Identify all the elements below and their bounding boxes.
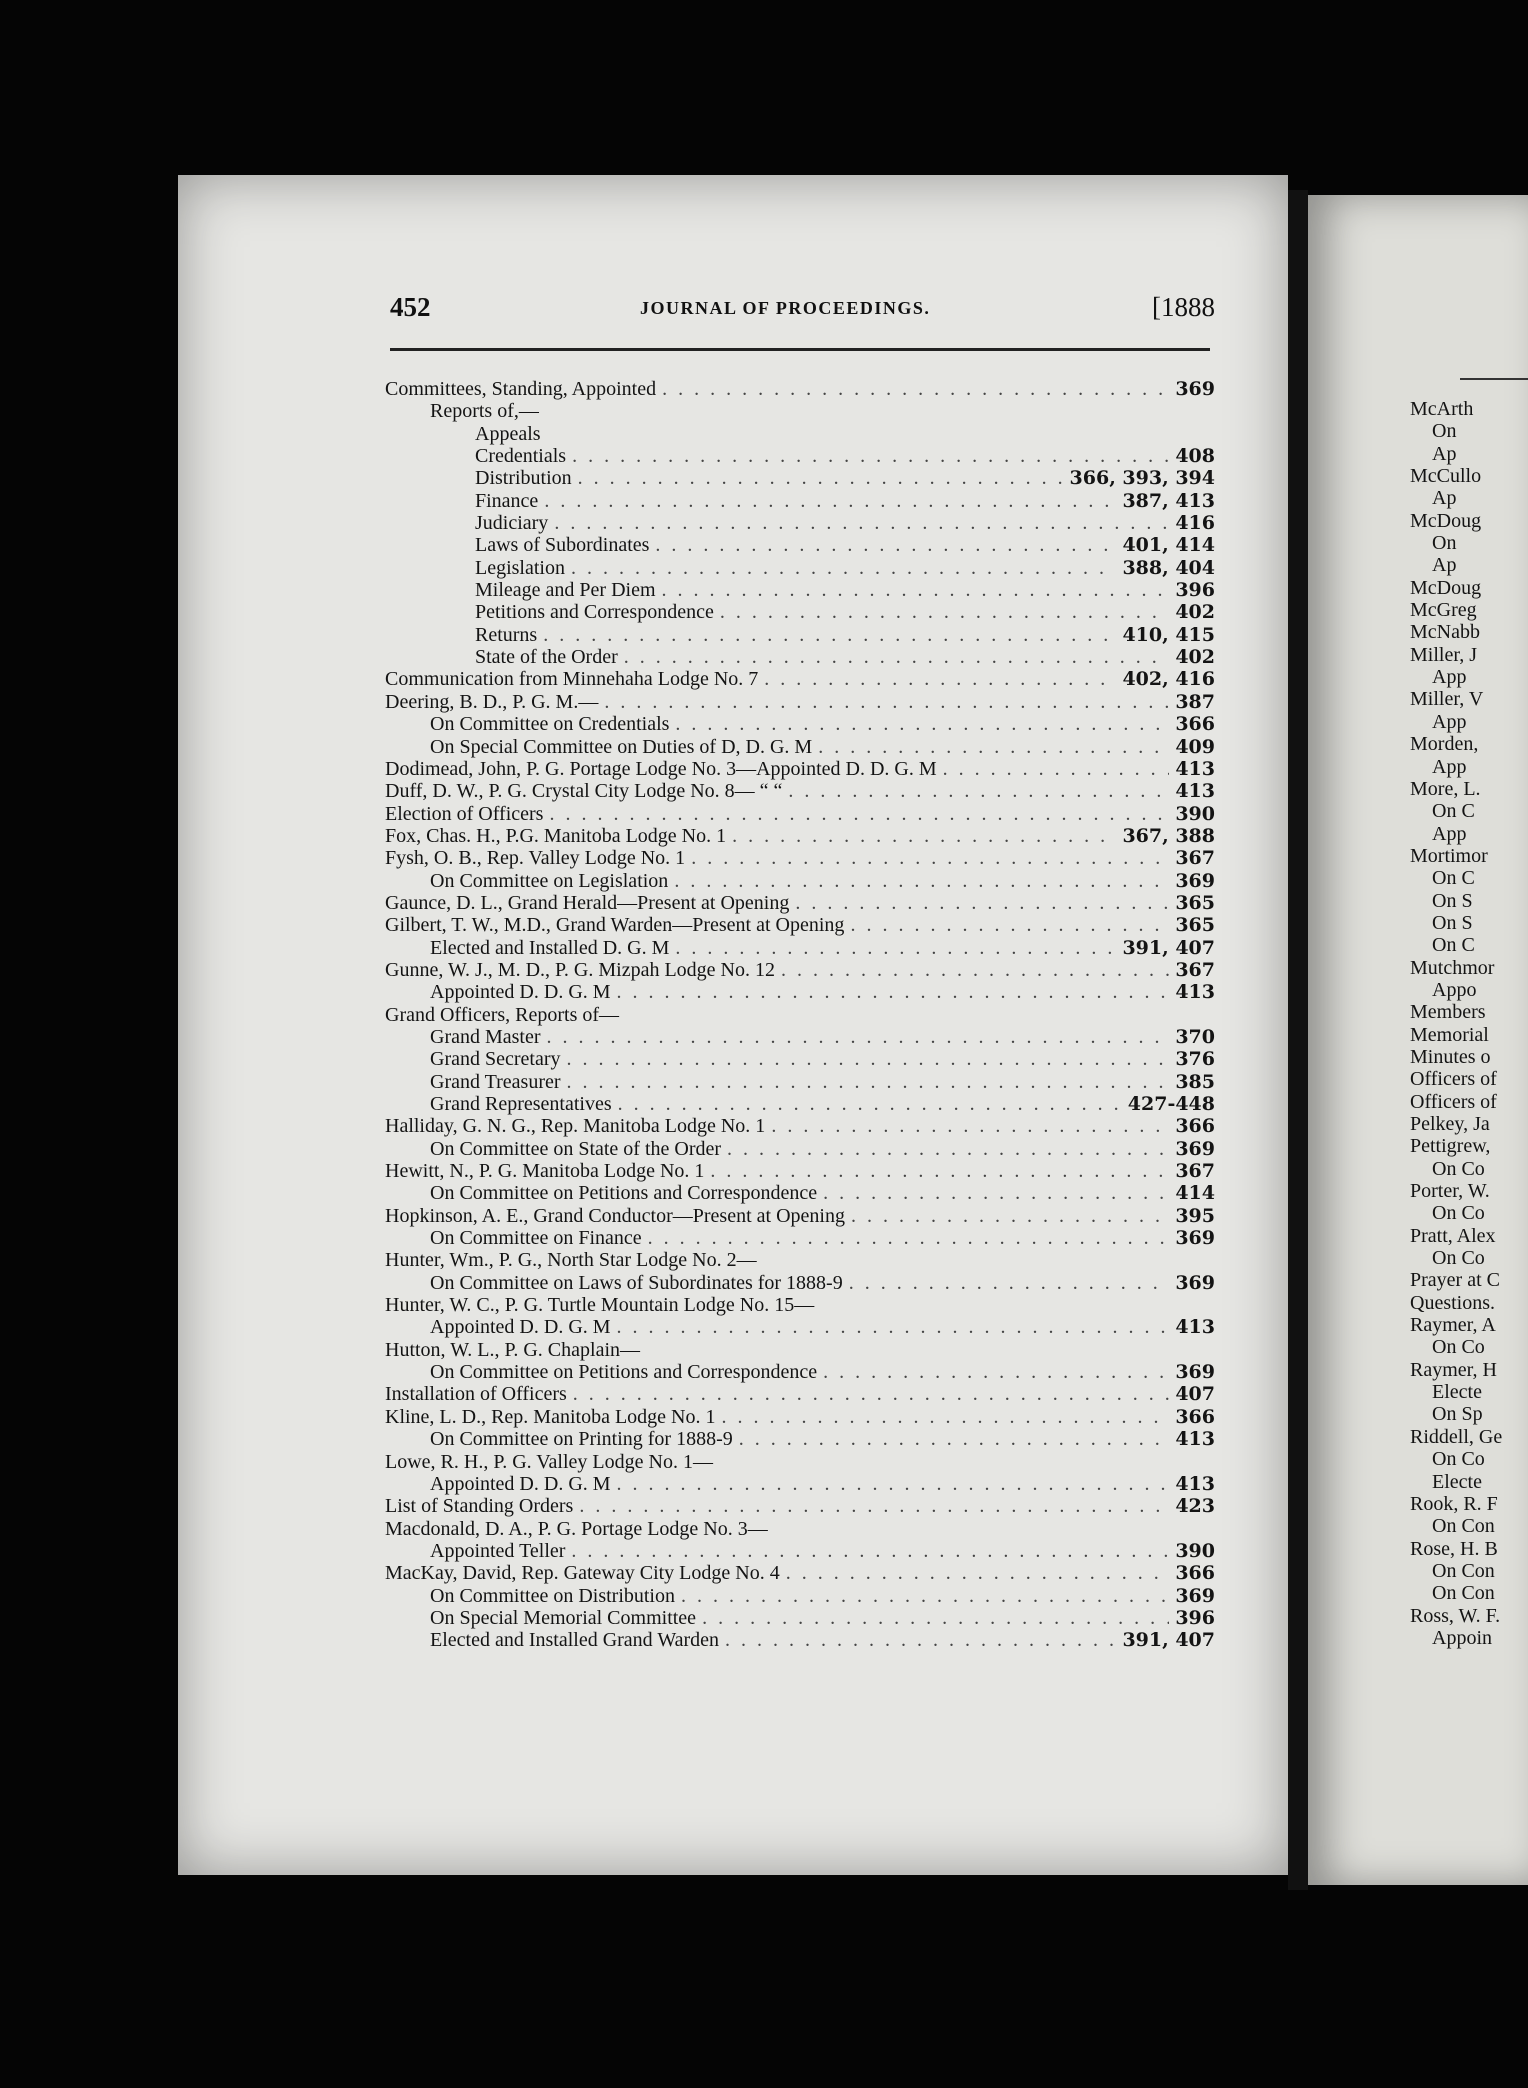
entry-text: On Committee on Finance xyxy=(430,1227,642,1250)
right-index-entry: Electe xyxy=(1432,1381,1482,1404)
entry-page-ref: 410, 415 xyxy=(1122,623,1215,646)
entry-text: Appointed D. D. G. M xyxy=(430,981,611,1004)
right-page-index xyxy=(1410,398,1528,1649)
right-page-rule xyxy=(1460,378,1528,380)
right-index-entry: On C xyxy=(1432,800,1475,823)
entry-text: MacKay, David, Rep. Gateway City Lodge No. 4 xyxy=(385,1562,780,1585)
entry-text: Hunter, Wm., P. G., North Star Lodge No. 2— xyxy=(385,1249,757,1272)
right-index-entry: On xyxy=(1432,532,1457,555)
entry-page-ref: 401, 414 xyxy=(1122,534,1215,557)
entry-page-ref: 414 xyxy=(1175,1182,1215,1205)
entry-text: Halliday, G. N. G., Rep. Manitoba Lodge No. 1 xyxy=(385,1115,766,1138)
entry-text: Hunter, W. C., P. G. Turtle Mountain Lodge No. 15— xyxy=(385,1294,815,1317)
entry-page-ref: 402, 416 xyxy=(1122,668,1215,691)
entry-page-ref: 369 xyxy=(1175,1227,1215,1250)
entry-page-ref: 369 xyxy=(1175,1137,1215,1160)
dot-leader xyxy=(943,758,1170,780)
entry-text: Legislation xyxy=(475,556,565,579)
index-entry xyxy=(385,1518,1215,1540)
entry-text: Hutton, W. L., P. G. Chaplain— xyxy=(385,1338,641,1361)
entry-text: On Committee on State of the Order xyxy=(430,1137,722,1160)
running-title: JOURNAL OF PROCEEDINGS. xyxy=(640,298,931,318)
index-entry xyxy=(385,1004,1215,1026)
dot-leader xyxy=(823,1361,1169,1383)
index-entry xyxy=(385,467,1215,489)
index-entry xyxy=(385,512,1215,534)
entry-page-ref: 395 xyxy=(1175,1204,1215,1227)
right-index-entry: McGreg xyxy=(1410,599,1477,622)
index-entry xyxy=(385,400,1215,422)
entry-text: Grand Representatives xyxy=(430,1093,612,1115)
entry-text: Committees, Standing, Appointed xyxy=(385,378,657,400)
entry-text: Grand Officers, Reports of— xyxy=(385,1003,620,1026)
entry-text: Election of Officers xyxy=(385,802,544,825)
right-index-entry: On C xyxy=(1432,867,1475,890)
index-entry xyxy=(385,1272,1215,1294)
entry-text: Fox, Chas. H., P.G. Manitoba Lodge No. 1 xyxy=(385,824,727,847)
entry-page-ref: 369 xyxy=(1175,1584,1215,1607)
right-index-entry: Ap xyxy=(1432,442,1457,465)
right-index-entry: App xyxy=(1432,710,1467,733)
dot-leader xyxy=(788,780,1169,802)
dot-leader xyxy=(786,1562,1170,1584)
index-entry xyxy=(385,1629,1215,1651)
index-entries xyxy=(385,378,1215,1652)
right-index-entry: On C xyxy=(1432,934,1475,957)
entry-text: On Special Committee on Duties of D, D. G. M xyxy=(430,735,813,758)
entry-text: Dodimead, John, P. G. Portage Lodge No. 3—Appointed D. D. G. M xyxy=(385,757,937,780)
entry-text: Fysh, O. B., Rep. Valley Lodge No. 1 xyxy=(385,847,686,870)
dot-leader xyxy=(727,1138,1169,1160)
entry-page-ref: 366 xyxy=(1175,713,1215,736)
entry-text: On Special Memorial Committee xyxy=(430,1606,697,1629)
entry-page-ref: 413 xyxy=(1175,1316,1215,1339)
entry-text: Gilbert, T. W., M.D., Grand Warden—Present at Opening xyxy=(385,914,845,937)
right-index-entry: Members xyxy=(1410,1001,1486,1024)
right-index-entry: App xyxy=(1432,822,1467,845)
index-entry xyxy=(385,601,1215,623)
entry-page-ref: 370 xyxy=(1175,1025,1215,1048)
index-entry xyxy=(385,937,1215,959)
dot-leader xyxy=(722,1406,1170,1428)
dot-leader xyxy=(849,1272,1170,1294)
entry-text: Macdonald, D. A., P. G. Portage Lodge No. 3— xyxy=(385,1517,768,1540)
entry-page-ref: 366 xyxy=(1175,1562,1215,1585)
entry-page-ref: 391, 407 xyxy=(1122,936,1215,959)
entry-text: Laws of Subordinates xyxy=(475,534,650,557)
entry-page-ref: 369 xyxy=(1175,1361,1215,1384)
index-entry xyxy=(385,870,1215,892)
entry-page-ref: 396 xyxy=(1175,579,1215,602)
header-rule xyxy=(390,348,1210,351)
right-index-entry: Rook, R. F xyxy=(1410,1492,1498,1515)
right-index-entry: On Con xyxy=(1432,1559,1495,1582)
right-index-entry: App xyxy=(1432,666,1467,689)
entry-text: Petitions and Correspondence xyxy=(475,601,714,624)
index-entry xyxy=(385,1026,1215,1048)
entry-page-ref: 369 xyxy=(1175,869,1215,892)
index-entry xyxy=(385,557,1215,579)
index-entry xyxy=(385,1138,1215,1160)
dot-leader xyxy=(662,579,1170,601)
index-entry xyxy=(385,959,1215,981)
index-entry xyxy=(385,1585,1215,1607)
entry-text: Appointed D. D. G. M xyxy=(430,1472,611,1495)
entry-page-ref: 385 xyxy=(1175,1070,1215,1093)
right-index-entry: On Co xyxy=(1432,1202,1485,1225)
entry-page-ref: 390 xyxy=(1175,1539,1215,1562)
right-index-entry: Ap xyxy=(1432,554,1457,577)
right-index-entry: Riddell, Ge xyxy=(1410,1425,1503,1448)
entry-text: Appointed Teller xyxy=(430,1539,566,1562)
entry-page-ref: 366 xyxy=(1175,1405,1215,1428)
index-entry xyxy=(385,1607,1215,1629)
entry-text: Mileage and Per Diem xyxy=(475,579,656,602)
dot-leader xyxy=(554,512,1169,534)
entry-page-ref: 413 xyxy=(1175,1428,1215,1451)
entry-text: Grand Master xyxy=(430,1025,541,1048)
index-entry xyxy=(385,1473,1215,1495)
entry-page-ref: 387 xyxy=(1175,690,1215,713)
index-entry xyxy=(385,758,1215,780)
right-index-entry: Miller, V xyxy=(1410,688,1484,711)
entry-page-ref: 413 xyxy=(1175,1472,1215,1495)
dot-leader xyxy=(764,668,1116,690)
entry-text: Judiciary xyxy=(475,512,549,535)
index-entry xyxy=(385,490,1215,512)
right-index-entry: McDoug xyxy=(1410,576,1482,599)
right-index-entry: More, L. xyxy=(1410,777,1481,800)
entry-page-ref: 365 xyxy=(1175,914,1215,937)
right-index-entry: Raymer, A xyxy=(1410,1314,1496,1337)
dot-leader xyxy=(604,691,1169,713)
dot-leader xyxy=(702,1607,1169,1629)
right-index-entry: Ap xyxy=(1432,487,1457,510)
dot-leader xyxy=(618,1093,1122,1115)
dot-leader xyxy=(572,445,1169,467)
dot-leader xyxy=(732,825,1116,847)
index-entry xyxy=(385,1540,1215,1562)
index-entry xyxy=(385,1115,1215,1137)
entry-text: Lowe, R. H., P. G. Valley Lodge No. 1— xyxy=(385,1450,713,1473)
index-entry xyxy=(385,1048,1215,1070)
index-entry xyxy=(385,423,1215,445)
right-index-entry: Officers of xyxy=(1410,1090,1497,1113)
index-entry xyxy=(385,1071,1215,1093)
dot-leader xyxy=(648,1227,1170,1249)
dot-leader xyxy=(725,1629,1116,1651)
page-header xyxy=(390,292,1215,332)
entry-page-ref: 407 xyxy=(1175,1383,1215,1406)
entry-text: Communication from Minnehaha Lodge No. 7 xyxy=(385,668,759,691)
entry-text: On Committee on Petitions and Correspondence xyxy=(430,1182,818,1205)
index-entry xyxy=(385,378,1215,400)
entry-page-ref: 413 xyxy=(1175,981,1215,1004)
entry-page-ref: 416 xyxy=(1175,512,1215,535)
right-index-entry: On Co xyxy=(1432,1448,1485,1471)
dot-leader xyxy=(781,959,1169,981)
right-index-entry: Morden, xyxy=(1410,733,1479,756)
entry-text: Elected and Installed Grand Warden xyxy=(430,1629,720,1652)
dot-leader xyxy=(850,914,1169,936)
right-index-entry: On S xyxy=(1432,889,1473,912)
right-index-entry: McArth xyxy=(1410,398,1474,420)
book-spine xyxy=(1288,190,1308,1890)
right-index-entry: McDoug xyxy=(1410,509,1482,532)
index-entry xyxy=(385,668,1215,690)
entry-page-ref: 366, 393, 394 xyxy=(1069,467,1215,490)
right-index-entry: Prayer at C xyxy=(1410,1269,1500,1292)
right-index-entry: Pratt, Alex xyxy=(1410,1224,1496,1247)
entry-text: Finance xyxy=(475,489,539,512)
dot-leader xyxy=(851,1205,1169,1227)
dot-leader xyxy=(578,467,1064,489)
dot-leader xyxy=(795,892,1169,914)
index-entry xyxy=(385,1227,1215,1249)
index-entry xyxy=(385,1361,1215,1383)
entry-text: On Committee on Credentials xyxy=(430,713,670,736)
dot-leader xyxy=(624,646,1170,668)
index-entry xyxy=(385,646,1215,668)
dot-leader xyxy=(617,1316,1170,1338)
right-index-entry: On Sp xyxy=(1432,1403,1483,1426)
dot-leader xyxy=(675,713,1169,735)
entry-text: Installation of Officers xyxy=(385,1383,567,1406)
dot-leader xyxy=(547,1026,1170,1048)
entry-page-ref: 391, 407 xyxy=(1122,1629,1215,1652)
entry-page-ref: 427-448 xyxy=(1127,1093,1215,1115)
index-entry xyxy=(385,579,1215,601)
dot-leader xyxy=(549,803,1169,825)
right-index-entry: McNabb xyxy=(1410,621,1480,644)
entry-page-ref: 387, 413 xyxy=(1122,489,1215,512)
index-entry xyxy=(385,1294,1215,1316)
dot-leader xyxy=(739,1428,1170,1450)
dot-leader xyxy=(567,1071,1170,1093)
entry-text: Grand Secretary xyxy=(430,1048,561,1071)
right-index-entry: App xyxy=(1432,755,1467,778)
right-index-entry: On Co xyxy=(1432,1157,1485,1180)
index-entry xyxy=(385,1562,1215,1584)
right-index-entry: Miller, J xyxy=(1410,643,1477,666)
entry-page-ref: 367 xyxy=(1175,847,1215,870)
entry-page-ref: 376 xyxy=(1175,1048,1215,1071)
dot-leader xyxy=(544,490,1116,512)
dot-leader xyxy=(681,1585,1169,1607)
dot-leader xyxy=(617,1473,1170,1495)
index-entry xyxy=(385,1249,1215,1271)
dot-leader xyxy=(710,1160,1169,1182)
right-index-entry: Minutes o xyxy=(1410,1045,1491,1068)
index-entry xyxy=(385,1182,1215,1204)
right-index-entry: Questions. xyxy=(1410,1291,1495,1314)
right-index-entry: Mutchmor xyxy=(1410,956,1495,979)
right-index-entry: Appo xyxy=(1432,978,1477,1001)
right-index-entry: On xyxy=(1432,420,1457,443)
entry-text: Credentials xyxy=(475,445,567,468)
right-index-entry: On S xyxy=(1432,911,1473,934)
entry-text: Appeals xyxy=(475,422,541,445)
right-index-entry: Mortimor xyxy=(1410,844,1488,867)
right-index-entry: Ross, W. F. xyxy=(1410,1604,1501,1627)
right-index-entry: Electe xyxy=(1432,1470,1482,1493)
entry-page-ref: 366 xyxy=(1175,1115,1215,1138)
entry-page-ref: 408 xyxy=(1175,445,1215,468)
year-marker: [1888 xyxy=(1152,292,1215,322)
index-entry xyxy=(385,1406,1215,1428)
dot-leader xyxy=(771,1115,1169,1137)
dot-leader xyxy=(675,937,1116,959)
entry-page-ref: 402 xyxy=(1175,646,1215,669)
index-entry xyxy=(385,1339,1215,1361)
page-number: 452 xyxy=(390,292,431,322)
entry-page-ref: 413 xyxy=(1175,780,1215,803)
entry-page-ref: 388, 404 xyxy=(1122,556,1215,579)
entry-text: Distribution xyxy=(475,467,572,490)
index-entry xyxy=(385,624,1215,646)
dot-leader xyxy=(571,557,1116,579)
index-entry xyxy=(385,1205,1215,1227)
dot-leader xyxy=(823,1182,1169,1204)
entry-text: Hopkinson, A. E., Grand Conductor—Present at Opening xyxy=(385,1204,845,1227)
index-entry xyxy=(385,825,1215,847)
right-index-entry: Officers of xyxy=(1410,1068,1497,1091)
right-index-entry: On Co xyxy=(1432,1336,1485,1359)
entry-page-ref: 413 xyxy=(1175,757,1215,780)
entry-text: Deering, B. D., P. G. M.— xyxy=(385,690,599,713)
entry-text: On Committee on Petitions and Correspondence xyxy=(430,1361,818,1384)
entry-text: Kline, L. D., Rep. Manitoba Lodge No. 1 xyxy=(385,1405,716,1428)
right-index-entry: Pelkey, Ja xyxy=(1410,1113,1490,1135)
index-entry xyxy=(385,780,1215,802)
dot-leader xyxy=(662,378,1169,400)
dot-leader xyxy=(543,624,1116,646)
index-entry xyxy=(385,1093,1215,1115)
dot-leader xyxy=(617,981,1170,1003)
right-index-entry: Memorial xyxy=(1410,1023,1489,1046)
right-index-entry: On Con xyxy=(1432,1515,1495,1538)
dot-leader xyxy=(573,1383,1170,1405)
dot-leader xyxy=(571,1540,1169,1562)
entry-text: Elected and Installed D. G. M xyxy=(430,936,670,959)
index-entry xyxy=(385,736,1215,758)
entry-page-ref: 367, 388 xyxy=(1122,824,1215,847)
index-entry xyxy=(385,981,1215,1003)
index-entry xyxy=(385,1428,1215,1450)
entry-text: Reports of,— xyxy=(430,400,539,423)
entry-text: On Committee on Distribution xyxy=(430,1584,675,1607)
entry-page-ref: 390 xyxy=(1175,802,1215,825)
index-entry xyxy=(385,803,1215,825)
index-entry xyxy=(385,847,1215,869)
entry-page-ref: 396 xyxy=(1175,1606,1215,1629)
index-entry xyxy=(385,691,1215,713)
right-index-entry: Pettigrew, xyxy=(1410,1135,1491,1158)
entry-text: Gaunce, D. L., Grand Herald—Present at Opening xyxy=(385,891,790,914)
index-entry xyxy=(385,1160,1215,1182)
entry-text: List of Standing Orders xyxy=(385,1495,574,1518)
dot-leader xyxy=(579,1495,1169,1517)
entry-page-ref: 367 xyxy=(1175,958,1215,981)
index-entry xyxy=(385,445,1215,467)
entry-text: Duff, D. W., P. G. Crystal City Lodge No. 8— “ “ xyxy=(385,780,783,803)
entry-text: State of the Order xyxy=(475,646,618,669)
right-index-entry: On Co xyxy=(1432,1247,1485,1270)
index-entry xyxy=(385,1495,1215,1517)
dot-leader xyxy=(655,534,1116,556)
entry-page-ref: 423 xyxy=(1175,1495,1215,1518)
index-entry xyxy=(385,1316,1215,1338)
entry-text: Hewitt, N., P. G. Manitoba Lodge No. 1 xyxy=(385,1160,705,1183)
entry-page-ref: 402 xyxy=(1175,601,1215,624)
entry-text: On Committee on Laws of Subordinates for 1888-9 xyxy=(430,1271,843,1294)
dot-leader xyxy=(720,601,1169,623)
entry-page-ref: 369 xyxy=(1175,1271,1215,1294)
right-index-entry: On Con xyxy=(1432,1582,1495,1605)
entry-page-ref: 369 xyxy=(1175,378,1215,400)
entry-text: Appointed D. D. G. M xyxy=(430,1316,611,1339)
entry-text: On Committee on Printing for 1888-9 xyxy=(430,1428,733,1451)
right-index-entry: Rose, H. B xyxy=(1410,1537,1498,1560)
index-entry xyxy=(385,892,1215,914)
entry-page-ref: 365 xyxy=(1175,891,1215,914)
right-index-entry: Appoin xyxy=(1432,1626,1492,1649)
dot-leader xyxy=(567,1048,1170,1070)
dot-leader xyxy=(674,870,1169,892)
right-index-entry: McCullo xyxy=(1410,465,1482,488)
right-index-entry: Porter, W. xyxy=(1410,1180,1490,1203)
index-entry xyxy=(385,1383,1215,1405)
entry-text: On Committee on Legislation xyxy=(430,869,669,892)
index-entry xyxy=(385,713,1215,735)
index-entry xyxy=(385,1451,1215,1473)
entry-page-ref: 367 xyxy=(1175,1160,1215,1183)
index-entry xyxy=(385,534,1215,556)
index-entry xyxy=(385,914,1215,936)
entry-text: Gunne, W. J., M. D., P. G. Mizpah Lodge No. 12 xyxy=(385,958,775,981)
entry-text: Grand Treasurer xyxy=(430,1070,561,1093)
dot-leader xyxy=(691,847,1169,869)
entry-page-ref: 409 xyxy=(1175,735,1215,758)
entry-text: Returns xyxy=(475,623,538,646)
dot-leader xyxy=(818,736,1169,758)
right-index-entry: Raymer, H xyxy=(1410,1358,1497,1381)
